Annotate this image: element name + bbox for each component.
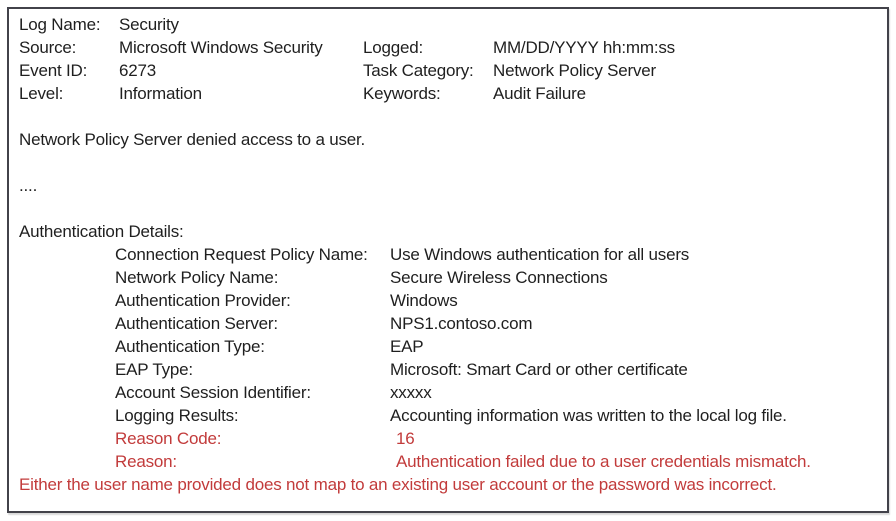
field-label: Log Name:	[19, 15, 101, 34]
detail-label: Network Policy Name:	[115, 268, 279, 287]
field-value: Security	[119, 15, 179, 34]
spacer	[19, 105, 879, 128]
detail-value: Microsoft: Smart Card or other certificate	[390, 360, 688, 379]
section-title: Authentication Details:	[19, 222, 184, 241]
detail-label: Connection Request Policy Name:	[115, 245, 368, 264]
field-value: 6273	[119, 61, 157, 80]
field-label	[363, 13, 493, 36]
detail-value: NPS1.contoso.com	[390, 314, 533, 333]
detail-label: Authentication Server:	[115, 314, 278, 333]
detail-row	[19, 312, 879, 335]
field-value: Information	[119, 84, 202, 103]
event-log-panel	[7, 7, 889, 513]
field-value: Microsoft Windows Security	[119, 38, 323, 57]
field-label: Event ID:	[19, 61, 88, 80]
detail-row	[19, 289, 879, 312]
detail-row-reason	[19, 450, 879, 473]
detail-label: Authentication Type:	[115, 337, 265, 356]
spacer	[19, 151, 879, 174]
field-label: Task Category:	[363, 61, 474, 80]
event-header	[19, 13, 879, 105]
detail-label: EAP Type:	[115, 360, 193, 379]
field-value	[493, 13, 879, 36]
spacer	[19, 197, 879, 220]
detail-value: Accounting information was written to the local log file.	[390, 406, 787, 425]
detail-value: Use Windows authentication for all users	[390, 245, 690, 264]
footer-note: Either the user name provided does not map to an existing user account or the password was incorrect.	[19, 475, 777, 494]
detail-value: Secure Wireless Connections	[390, 268, 608, 287]
field-label: Logged:	[363, 38, 424, 57]
detail-row	[19, 266, 879, 289]
detail-value: 16	[396, 429, 415, 448]
detail-label: Logging Results:	[115, 406, 239, 425]
event-message: Network Policy Server denied access to a user.	[19, 130, 366, 149]
detail-row	[19, 335, 879, 358]
detail-label: Account Session Identifier:	[115, 383, 311, 402]
field-value: Network Policy Server	[493, 61, 657, 80]
field-value: MM/DD/YYYY hh:mm:ss	[493, 38, 675, 57]
field-label: Keywords:	[363, 84, 441, 103]
detail-label: Reason:	[115, 452, 177, 471]
detail-row	[19, 381, 879, 404]
detail-value: EAP	[390, 337, 424, 356]
detail-row-reason-code	[19, 427, 879, 450]
detail-label: Reason Code:	[115, 429, 222, 448]
field-label: Source:	[19, 38, 77, 57]
field-label: Level:	[19, 84, 64, 103]
detail-row	[19, 358, 879, 381]
authentication-details	[19, 243, 879, 473]
detail-label: Authentication Provider:	[115, 291, 291, 310]
detail-row	[19, 404, 879, 427]
detail-value: xxxxx	[390, 383, 432, 402]
detail-row	[19, 243, 879, 266]
detail-value: Windows	[390, 291, 458, 310]
detail-value: Authentication failed due to a user credentials mismatch.	[396, 452, 811, 471]
field-value: Audit Failure	[493, 84, 586, 103]
ellipsis-line: ....	[19, 176, 38, 195]
